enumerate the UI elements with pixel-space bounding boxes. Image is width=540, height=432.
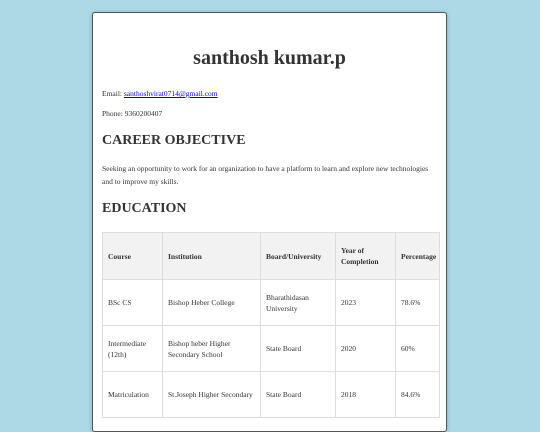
email-label: Email:	[102, 89, 122, 98]
header-year: Year of Completion	[336, 233, 396, 280]
email-link[interactable]: santhoshvirat0714@gmail.com	[123, 89, 218, 98]
phone-number: 9360200407	[124, 109, 163, 118]
cell-year: 2018	[336, 372, 396, 418]
table-row	[103, 326, 440, 372]
phone-label: Phone:	[102, 109, 123, 118]
cell-course: Matriculation	[103, 372, 163, 418]
education-header-row	[103, 233, 440, 280]
table-row	[103, 280, 440, 326]
header-course: Course	[103, 233, 163, 280]
table-row	[103, 372, 440, 418]
cell-year: 2023	[336, 280, 396, 326]
career-objective-heading: CAREER OBJECTIVE	[102, 133, 246, 148]
career-objective-text: Seeking an opportunity to work for an organization to have a platform to learn and explore new technologies and to improve my skills.	[102, 164, 429, 186]
cell-year: 2020	[336, 326, 396, 372]
cell-institution: St.Joseph Higher Secondary	[163, 372, 261, 418]
phone-line	[102, 109, 437, 119]
resume-card	[92, 12, 447, 432]
cell-board: Bharathidasan University	[261, 280, 336, 326]
cell-percentage: 78.6%	[396, 280, 440, 326]
cell-course: Intermediate (12th)	[103, 326, 163, 372]
cell-percentage: 60%	[396, 326, 440, 372]
cell-board: State Board	[261, 372, 336, 418]
resume-name: santhosh kumar.p	[193, 47, 346, 69]
education-heading: EDUCATION	[102, 201, 187, 216]
cell-institution: Bishop Heber College	[163, 280, 261, 326]
cell-board: State Board	[261, 326, 336, 372]
header-institution: Institution	[163, 233, 261, 280]
education-table	[102, 232, 440, 418]
email-line	[102, 89, 437, 99]
header-board: Board/University	[261, 233, 336, 280]
cell-percentage: 84.6%	[396, 372, 440, 418]
cell-institution: Bishop heber Higher Secondary School	[163, 326, 261, 372]
header-percentage: Percentage	[396, 233, 440, 280]
cell-course: BSc CS	[103, 280, 163, 326]
